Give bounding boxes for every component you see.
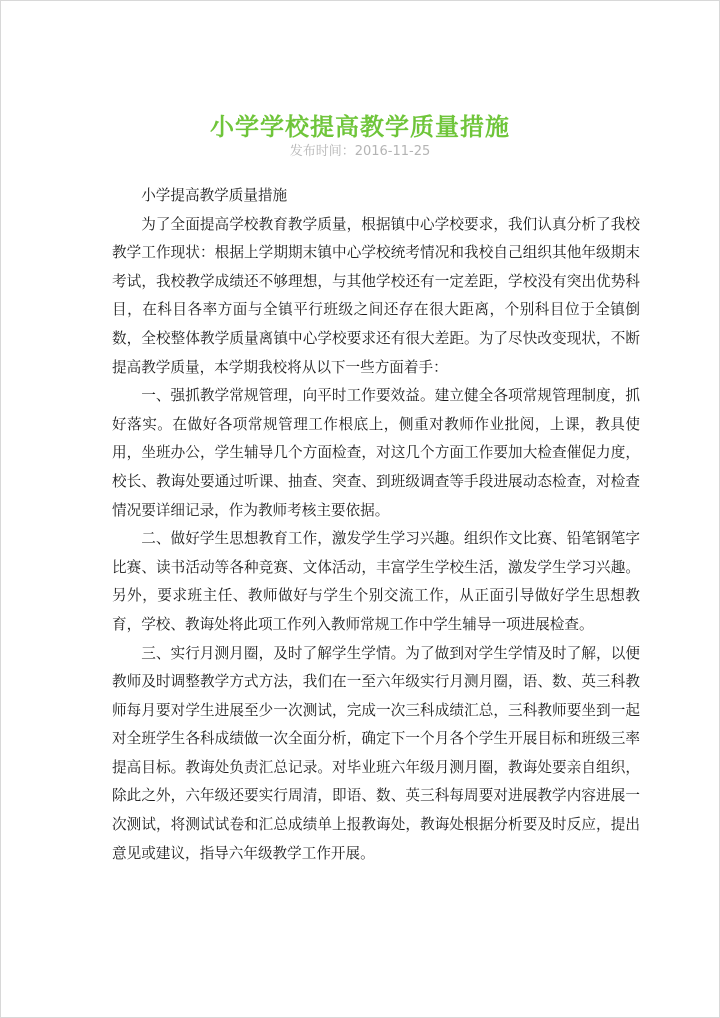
section-1-paragraph: 一、强抓教学常规管理，向平时工作要效益。建立健全各项常规管理制度，抓好落实。在做好各项常规管理工作根底上，侧重对教师作业批阅，上课，教具使用，坐班办公，学生辅导几个方面检查，对这几个方面工作要加大检查催促力度，校长、教诲处要通过听课、抽查、突查、到班级调查等手段进展动态检查，对检查情况要详细记录，作为教师考核主要依据。 [112, 387, 640, 519]
section-3-paragraph: 三、实行月测月圈，及时了解学生学情。为了做到对学生学情及时了解，以便教师及时调整教学方式方法，我们在一至六年级实行月测月圈，语、数、英三科教师每月要对学生进展至少一次测试，完成一次三科成绩汇总，三科教师要坐到一起对全班学生各科成绩做一次全面分析，确定下一个月各个学生开展目标和班级三率提高目标。教诲处负责汇总记录。对毕业班六年级月测月圈，教诲处要亲自组织，除此之外，六年级还要实行周清，即语、数、英三科每周要对进展教学内容进展一次测试，将测试试卷和汇总成绩单上报教诲处，教诲处根据分析要及时反应，提出意见或建议，指导六年级教学工作开展。 [112, 644, 640, 862]
section-2-paragraph: 二、做好学生思想教育工作，激发学生学习兴趣。组织作文比赛、铅笔钢笔字比赛、读书活动等各种竞赛、文体活动，丰富学生学校生活，激发学生学习兴趣。另外，要求班主任、教师做好与学生个别交流工作，从正面引导做好学生思想教育，学校、教诲处将此项工作列入教师常规工作中学生辅导一项进展检查。 [112, 530, 640, 633]
document-title: 小学学校提高教学质量措施 [210, 112, 510, 141]
publish-date-value: 2016-11-25 [354, 144, 431, 159]
document-body [112, 182, 640, 868]
publish-date [1, 140, 719, 159]
intro-paragraph: 为了全面提高学校教育教学质量，根据镇中心学校要求，我们认真分析了我校教学工作现状：根据上学期期末镇中心学校统考情况和我校自己组织其他年级期末考试，我校教学成绩还不够理想，与其他学校还有一定差距，学校没有突出优势科目，在科目各率方面与全镇平行班级之间还存在很大距离，个别科目位于全镇倒数，全校整体教学质量离镇中心学校要求还有很大差距。为了尽快改变现状，不断提高教学质量，本学期我校将从以下一些方面着手： [112, 215, 640, 376]
publish-date-label: 发布时间： [289, 144, 355, 159]
subtitle-paragraph: 小学提高教学质量措施 [141, 187, 288, 204]
